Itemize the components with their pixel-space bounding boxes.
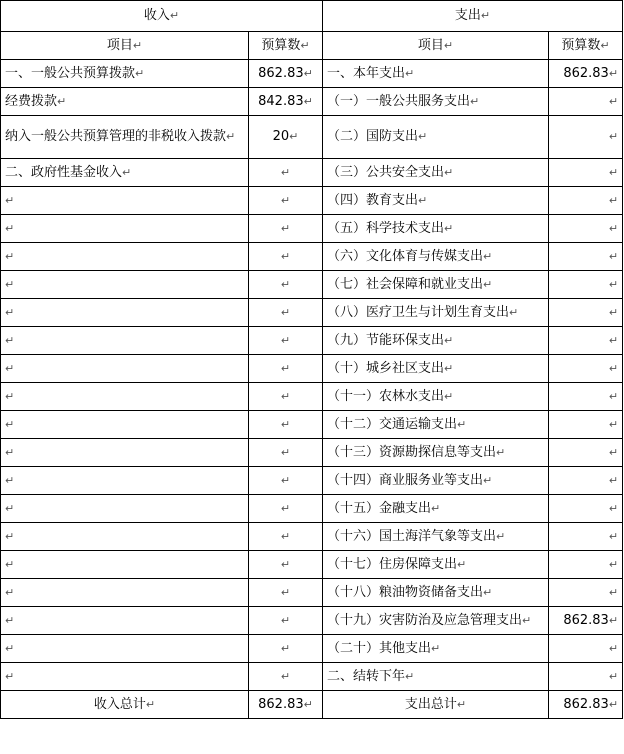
paragraph-mark: ↵ bbox=[5, 277, 15, 291]
paragraph-mark: ↵ bbox=[608, 473, 619, 487]
expense-item-cell-text: （十四）商业服务业等支出 bbox=[327, 472, 484, 488]
paragraph-mark: ↵ bbox=[405, 669, 415, 683]
income-item-cell-text: 经费拨款 bbox=[5, 93, 58, 109]
paragraph-mark: ↵ bbox=[5, 641, 15, 655]
paragraph-mark: ↵ bbox=[483, 585, 493, 599]
paragraph-mark: ↵ bbox=[303, 66, 313, 80]
paragraph-mark: ↵ bbox=[5, 557, 15, 571]
expense-item-cell-text: 二、结转下年 bbox=[327, 668, 406, 684]
income-amount-cell bbox=[249, 116, 323, 159]
income-amount-cell bbox=[249, 467, 323, 495]
paragraph-mark: ↵ bbox=[280, 165, 291, 179]
expense-item-cell-text: （三）公共安全支出 bbox=[327, 164, 445, 180]
expense-item-cell-text: （十三）资源勘探信息等支出 bbox=[327, 444, 497, 460]
paragraph-mark: ↵ bbox=[431, 501, 441, 515]
income-item-cell bbox=[1, 215, 249, 243]
paragraph-mark: ↵ bbox=[457, 417, 467, 431]
paragraph-mark: ↵ bbox=[280, 613, 291, 627]
income-total-amount-text: 862.83 bbox=[258, 696, 304, 712]
table-row bbox=[1, 271, 623, 299]
paragraph-mark: ↵ bbox=[280, 277, 291, 291]
expense-amount-cell-text: 862.83 bbox=[563, 65, 609, 81]
expense-amount-cell bbox=[549, 271, 623, 299]
totals-row bbox=[1, 691, 623, 719]
expense-amount-cell bbox=[549, 523, 623, 551]
paragraph-mark: ↵ bbox=[608, 641, 619, 655]
income-item-header: 项目↵ bbox=[1, 32, 249, 60]
expense-total-label bbox=[323, 691, 549, 719]
table-row bbox=[1, 383, 623, 411]
paragraph-mark: ↵ bbox=[5, 249, 15, 263]
paragraph-mark: ↵ bbox=[444, 165, 454, 179]
expense-item-cell bbox=[323, 523, 549, 551]
paragraph-mark: ↵ bbox=[57, 94, 67, 108]
expense-item-cell-text: （十一）农林水支出 bbox=[327, 388, 445, 404]
income-amount-cell-text: 20 bbox=[272, 129, 290, 144]
income-amount-cell bbox=[249, 355, 323, 383]
paragraph-mark: ↵ bbox=[280, 305, 291, 319]
expense-item-cell-text: （十五）金融支出 bbox=[327, 500, 432, 516]
paragraph-mark: ↵ bbox=[5, 529, 15, 543]
paragraph-mark: ↵ bbox=[280, 249, 291, 263]
expense-amount-cell bbox=[549, 551, 623, 579]
table-row bbox=[1, 116, 623, 159]
paragraph-mark: ↵ bbox=[608, 669, 619, 683]
expense-amount-cell bbox=[549, 116, 623, 159]
paragraph-mark: ↵ bbox=[5, 389, 15, 403]
income-amount-cell bbox=[249, 215, 323, 243]
section-header-row bbox=[1, 1, 623, 32]
table-row bbox=[1, 215, 623, 243]
income-amount-cell-text: 862.83 bbox=[258, 65, 304, 81]
expense-item-cell bbox=[323, 215, 549, 243]
income-item-cell-text: 一、一般公共预算拨款 bbox=[5, 65, 136, 81]
paragraph-mark: ↵ bbox=[5, 361, 15, 375]
paragraph-mark: ↵ bbox=[280, 361, 291, 375]
income-item-cell bbox=[1, 60, 249, 88]
expense-amount-cell bbox=[549, 187, 623, 215]
table-row bbox=[1, 579, 623, 607]
paragraph-mark: ↵ bbox=[280, 641, 291, 655]
paragraph-mark: ↵ bbox=[280, 389, 291, 403]
expense-amount-cell bbox=[549, 439, 623, 467]
expense-amount-cell bbox=[549, 579, 623, 607]
income-amount-cell bbox=[249, 243, 323, 271]
expense-item-cell-text: （八）医疗卫生与计划生育支出 bbox=[327, 304, 510, 320]
expense-amount-cell bbox=[549, 635, 623, 663]
expense-amount-cell bbox=[549, 607, 623, 635]
income-amount-cell bbox=[249, 187, 323, 215]
paragraph-mark: ↵ bbox=[444, 389, 454, 403]
expense-item-cell bbox=[323, 355, 549, 383]
income-item-cell bbox=[1, 439, 249, 467]
expense-item-cell bbox=[323, 159, 549, 187]
income-item-cell bbox=[1, 159, 249, 187]
table-row bbox=[1, 467, 623, 495]
income-budget-header: 预算数↵ bbox=[249, 32, 323, 60]
paragraph-mark: ↵ bbox=[457, 557, 467, 571]
paragraph-mark: ↵ bbox=[5, 305, 15, 319]
paragraph-mark: ↵ bbox=[608, 697, 619, 711]
paragraph-mark: ↵ bbox=[303, 697, 313, 711]
table-row bbox=[1, 355, 623, 383]
paragraph-mark: ↵ bbox=[280, 529, 291, 543]
paragraph-mark: ↵ bbox=[470, 94, 480, 108]
table-row bbox=[1, 327, 623, 355]
expense-amount-cell bbox=[549, 495, 623, 523]
income-amount-cell bbox=[249, 88, 323, 116]
paragraph-mark: ↵ bbox=[122, 165, 132, 179]
table-row bbox=[1, 439, 623, 467]
expense-amount-cell bbox=[549, 467, 623, 495]
paragraph-mark: ↵ bbox=[483, 473, 493, 487]
paragraph-mark: ↵ bbox=[280, 585, 291, 599]
table-row bbox=[1, 607, 623, 635]
paragraph-mark: ↵ bbox=[608, 445, 619, 459]
expense-amount-cell bbox=[549, 355, 623, 383]
expense-item-cell bbox=[323, 551, 549, 579]
paragraph-mark: ↵ bbox=[280, 193, 291, 207]
income-item-cell-text: 二、政府性基金收入 bbox=[5, 164, 123, 180]
paragraph-mark: ↵ bbox=[280, 473, 291, 487]
income-item-cell bbox=[1, 467, 249, 495]
paragraph-mark: ↵ bbox=[496, 529, 506, 543]
paragraph-mark: ↵ bbox=[608, 165, 619, 179]
paragraph-mark: ↵ bbox=[280, 445, 291, 459]
income-item-cell-text: 纳入一般公共预算管理的非税收入拨款 bbox=[5, 129, 227, 144]
income-amount-cell bbox=[249, 411, 323, 439]
paragraph-mark: ↵ bbox=[444, 221, 454, 235]
expense-amount-cell bbox=[549, 299, 623, 327]
paragraph-mark: ↵ bbox=[280, 333, 291, 347]
expense-amount-cell bbox=[549, 327, 623, 355]
expense-item-cell bbox=[323, 116, 549, 159]
paragraph-mark: ↵ bbox=[608, 94, 619, 108]
income-amount-cell bbox=[249, 159, 323, 187]
income-amount-cell bbox=[249, 271, 323, 299]
paragraph-mark: ↵ bbox=[608, 361, 619, 375]
paragraph-mark: ↵ bbox=[289, 130, 299, 143]
expense-item-cell bbox=[323, 383, 549, 411]
paragraph-mark: ↵ bbox=[418, 130, 428, 143]
paragraph-mark: ↵ bbox=[608, 389, 619, 403]
expense-item-cell-text: （十六）国土海洋气象等支出 bbox=[327, 528, 497, 544]
expense-item-cell-text: （九）节能环保支出 bbox=[327, 332, 445, 348]
expense-item-cell bbox=[323, 327, 549, 355]
paragraph-mark: ↵ bbox=[280, 557, 291, 571]
expense-item-cell-text: （十八）粮油物资储备支出 bbox=[327, 584, 484, 600]
paragraph-mark: ↵ bbox=[5, 473, 15, 487]
income-amount-cell bbox=[249, 383, 323, 411]
paragraph-mark: ↵ bbox=[608, 557, 619, 571]
paragraph-mark: ↵ bbox=[608, 130, 619, 143]
expense-amount-cell bbox=[549, 159, 623, 187]
expense-item-cell bbox=[323, 88, 549, 116]
paragraph-mark: ↵ bbox=[5, 417, 15, 431]
expense-item-cell bbox=[323, 579, 549, 607]
paragraph-mark: ↵ bbox=[5, 501, 15, 515]
income-amount-cell bbox=[249, 635, 323, 663]
expense-item-cell bbox=[323, 495, 549, 523]
paragraph-mark: ↵ bbox=[608, 66, 619, 80]
income-item-cell bbox=[1, 88, 249, 116]
paragraph-mark: ↵ bbox=[5, 445, 15, 459]
expense-item-cell-text: （二）国防支出 bbox=[327, 129, 419, 144]
expense-item-cell bbox=[323, 243, 549, 271]
expense-item-cell-text: （二十）其他支出 bbox=[327, 640, 432, 656]
expense-item-cell-text: （十）城乡社区支出 bbox=[327, 360, 445, 376]
expense-item-cell bbox=[323, 663, 549, 691]
expense-item-cell-text: （四）教育支出 bbox=[327, 192, 419, 208]
income-amount-cell bbox=[249, 439, 323, 467]
expense-amount-cell-text: 862.83 bbox=[563, 612, 609, 628]
paragraph-mark: ↵ bbox=[456, 697, 467, 711]
income-item-cell bbox=[1, 187, 249, 215]
column-header-row bbox=[1, 32, 623, 60]
expense-amount-cell bbox=[549, 215, 623, 243]
table-row bbox=[1, 635, 623, 663]
income-item-cell bbox=[1, 579, 249, 607]
income-item-cell bbox=[1, 271, 249, 299]
table-row bbox=[1, 523, 623, 551]
table-row bbox=[1, 88, 623, 116]
expense-item-cell-text: 一、本年支出 bbox=[327, 65, 406, 81]
table-row bbox=[1, 663, 623, 691]
income-amount-cell bbox=[249, 551, 323, 579]
paragraph-mark: ↵ bbox=[5, 669, 15, 683]
expense-amount-cell bbox=[549, 243, 623, 271]
expense-total-amount bbox=[549, 691, 623, 719]
expense-item-cell-text: （六）文化体育与传媒支出 bbox=[327, 248, 484, 264]
income-amount-cell bbox=[249, 579, 323, 607]
table-row bbox=[1, 299, 623, 327]
income-amount-cell bbox=[249, 607, 323, 635]
income-item-cell bbox=[1, 495, 249, 523]
expense-item-cell-text: （十二）交通运输支出 bbox=[327, 416, 458, 432]
expense-amount-cell bbox=[549, 411, 623, 439]
paragraph-mark: ↵ bbox=[608, 501, 619, 515]
income-amount-cell bbox=[249, 523, 323, 551]
paragraph-mark: ↵ bbox=[280, 417, 291, 431]
paragraph-mark: ↵ bbox=[5, 585, 15, 599]
income-item-cell bbox=[1, 635, 249, 663]
income-total-label bbox=[1, 691, 249, 719]
income-item-cell bbox=[1, 551, 249, 579]
paragraph-mark: ↵ bbox=[608, 417, 619, 431]
paragraph-mark: ↵ bbox=[280, 501, 291, 515]
paragraph-mark: ↵ bbox=[608, 333, 619, 347]
expense-item-header: 项目↵ bbox=[323, 32, 549, 60]
expense-item-cell bbox=[323, 607, 549, 635]
income-amount-cell bbox=[249, 327, 323, 355]
expense-amount-cell bbox=[549, 88, 623, 116]
expense-item-cell-text: （五）科学技术支出 bbox=[327, 220, 445, 236]
paragraph-mark: ↵ bbox=[5, 221, 15, 235]
income-amount-cell bbox=[249, 299, 323, 327]
expense-item-cell-text: （十九）灾害防治及应急管理支出 bbox=[327, 612, 523, 628]
paragraph-mark: ↵ bbox=[5, 193, 15, 207]
expense-item-cell bbox=[323, 299, 549, 327]
expense-item-cell-text: （一）一般公共服务支出 bbox=[327, 93, 471, 109]
paragraph-mark: ↵ bbox=[496, 445, 506, 459]
paragraph-mark: ↵ bbox=[444, 333, 454, 347]
paragraph-mark: ↵ bbox=[5, 613, 15, 627]
paragraph-mark: ↵ bbox=[483, 249, 493, 263]
income-section-header: 收入↵ bbox=[1, 1, 323, 32]
income-item-cell bbox=[1, 411, 249, 439]
expense-total-label-text: 支出总计 bbox=[404, 696, 457, 712]
table-row bbox=[1, 159, 623, 187]
paragraph-mark: ↵ bbox=[431, 641, 441, 655]
expense-item-cell bbox=[323, 635, 549, 663]
expense-amount-cell bbox=[549, 60, 623, 88]
paragraph-mark: ↵ bbox=[135, 66, 145, 80]
expense-item-cell bbox=[323, 187, 549, 215]
table-row bbox=[1, 411, 623, 439]
paragraph-mark: ↵ bbox=[608, 193, 619, 207]
expense-item-cell bbox=[323, 439, 549, 467]
income-item-cell bbox=[1, 243, 249, 271]
paragraph-mark: ↵ bbox=[608, 277, 619, 291]
paragraph-mark: ↵ bbox=[303, 94, 313, 108]
income-item-cell bbox=[1, 607, 249, 635]
expense-budget-header: 预算数↵ bbox=[549, 32, 623, 60]
paragraph-mark: ↵ bbox=[405, 66, 415, 80]
income-amount-cell bbox=[249, 663, 323, 691]
expense-section-header: 支出↵ bbox=[323, 1, 623, 32]
paragraph-mark: ↵ bbox=[522, 613, 532, 627]
table-row bbox=[1, 187, 623, 215]
paragraph-mark: ↵ bbox=[280, 669, 291, 683]
income-item-cell bbox=[1, 383, 249, 411]
expense-item-cell-text: （十七）住房保障支出 bbox=[327, 556, 458, 572]
expense-item-cell bbox=[323, 411, 549, 439]
paragraph-mark: ↵ bbox=[280, 221, 291, 235]
table-row bbox=[1, 495, 623, 523]
paragraph-mark: ↵ bbox=[509, 305, 519, 319]
income-item-cell bbox=[1, 116, 249, 159]
paragraph-mark: ↵ bbox=[608, 305, 619, 319]
table-row bbox=[1, 60, 623, 88]
expense-item-cell bbox=[323, 271, 549, 299]
table-row bbox=[1, 243, 623, 271]
income-amount-cell bbox=[249, 495, 323, 523]
expense-amount-cell bbox=[549, 383, 623, 411]
paragraph-mark: ↵ bbox=[145, 697, 156, 711]
expense-item-cell bbox=[323, 60, 549, 88]
income-item-cell bbox=[1, 663, 249, 691]
expense-item-cell bbox=[323, 467, 549, 495]
expense-amount-cell bbox=[549, 663, 623, 691]
income-total-label-text: 收入总计 bbox=[93, 696, 146, 712]
paragraph-mark: ↵ bbox=[483, 277, 493, 291]
expense-total-amount-text: 862.83 bbox=[563, 696, 609, 712]
paragraph-mark: ↵ bbox=[5, 333, 15, 347]
income-item-cell bbox=[1, 299, 249, 327]
income-amount-cell bbox=[249, 60, 323, 88]
income-item-cell bbox=[1, 523, 249, 551]
paragraph-mark: ↵ bbox=[608, 221, 619, 235]
income-item-cell bbox=[1, 327, 249, 355]
paragraph-mark: ↵ bbox=[418, 193, 428, 207]
income-item-cell bbox=[1, 355, 249, 383]
paragraph-mark: ↵ bbox=[608, 585, 619, 599]
table-row bbox=[1, 551, 623, 579]
income-total-amount bbox=[249, 691, 323, 719]
paragraph-mark: ↵ bbox=[608, 529, 619, 543]
paragraph-mark: ↵ bbox=[608, 249, 619, 263]
paragraph-mark: ↵ bbox=[444, 361, 454, 375]
income-amount-cell-text: 842.83 bbox=[258, 93, 304, 109]
expense-item-cell-text: （七）社会保障和就业支出 bbox=[327, 276, 484, 292]
paragraph-mark: ↵ bbox=[608, 613, 619, 627]
paragraph-mark: ↵ bbox=[226, 130, 236, 143]
